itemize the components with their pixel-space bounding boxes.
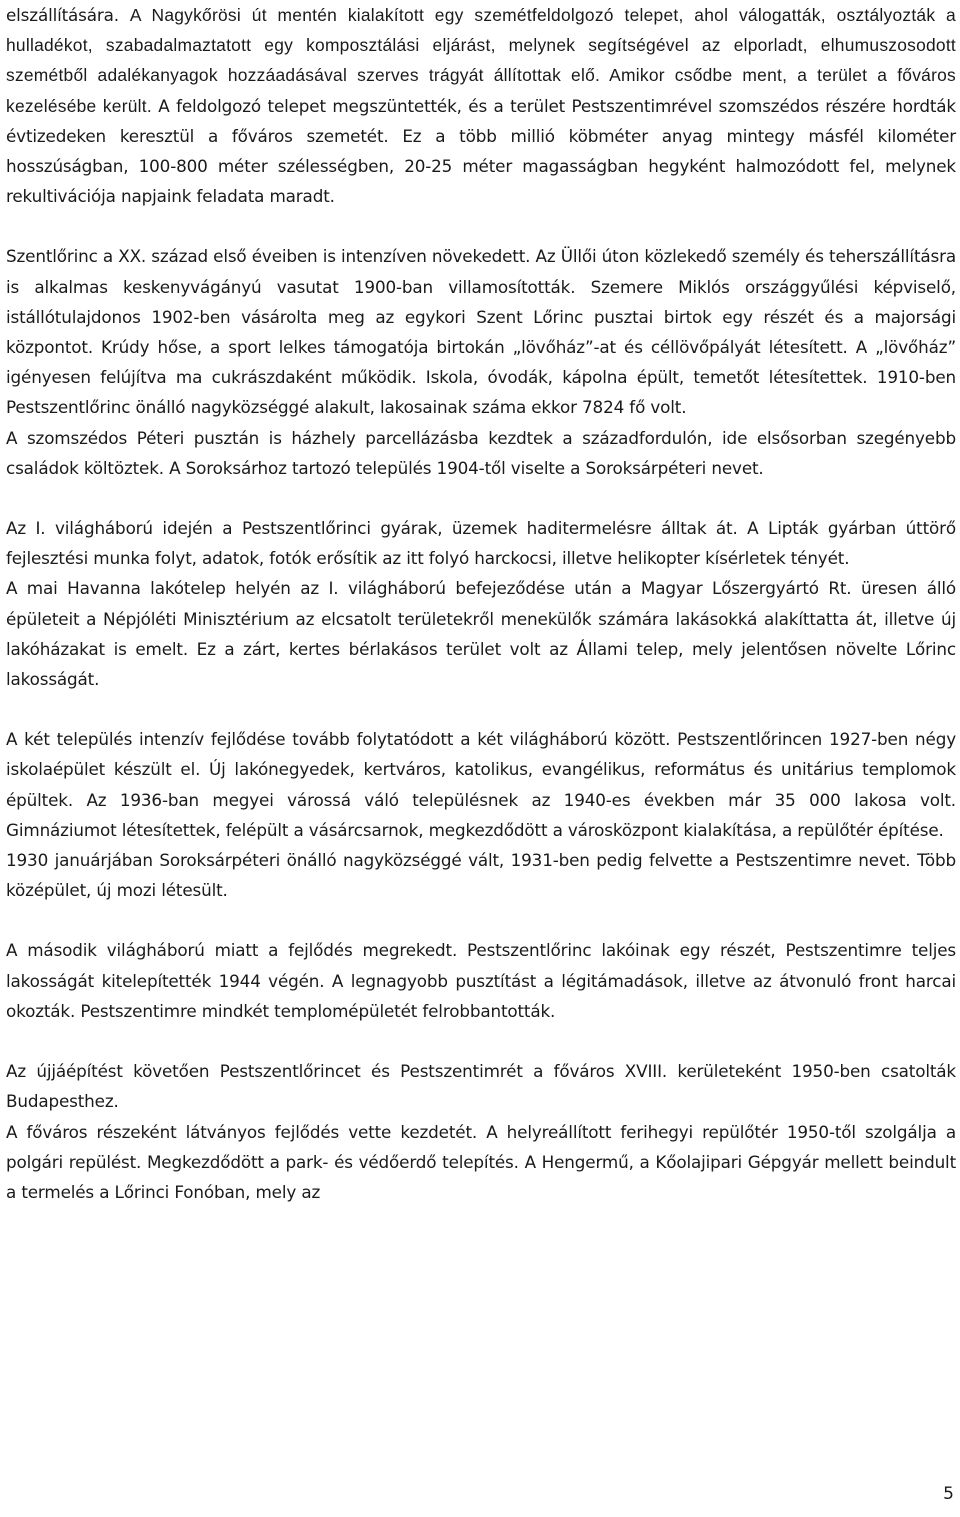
paragraph-ww2: [6, 935, 956, 1026]
text-segment: A két település intenzív fejlődése tovább folytatódott a két világháború között. Pestszentlőrincen 1927-ben négy iskolaépület készült el. Új lakónegyedek, kertváros, katolikus, evangélikus, református és unitárius templomok épültek. Az 1936-ban megyei várossá váló településnek az 1940-es években már 35 000 lakosa volt. Gimnáziumot létesítettek, felépült a vásárcsarnok, megkezdődött a városközpont kialakítása, a repülőtér építése.: [6, 729, 956, 840]
text-segment: A főváros részeként látványos fejlődés vette kezdetét. A helyreállított ferihegyi repülőtér 1950-től szolgálja a polgári repülést. Megkezdődött a park- és védőerdő telepítés. A Hengermű, a Kőolajipari Gépgyár mellett beindult a termelés a Lőrinci Fonóban, mely az: [6, 1121, 956, 1202]
text-segment: A második világháború miatt a fejlődés megrekedt. Pestszentlőrinc lakóinak egy részét, Pestszentimre teljes lakosságát kitelepítették 1944 végén. A legnagyobb pusztítást a légitámadások, illetve az átvonuló front harcai okozták. Pestszentimre mindkét templomépületét felrobbantották.: [6, 940, 956, 1021]
paragraph-spacer: [6, 694, 956, 724]
paragraph-spacer: [6, 1026, 956, 1056]
text-segment: Az I. világháború idején a Pestszentlőrinci gyárak, üzemek haditermelésre álltak át. A Lipták gyárban úttörő fejlesztési munka folyt, adatok, fotók erősítik az itt folyó harckocsi, illetve helikopter kísérletek tényét.: [6, 518, 956, 569]
document-page: [6, 0, 956, 1207]
paragraph-havanna-estate: [6, 573, 956, 694]
paragraph-spacer: [6, 211, 956, 241]
text-segment: elszállítására.: [6, 5, 130, 25]
paragraph-ww1-factories: [6, 513, 956, 573]
paragraph-spacer: [6, 905, 956, 935]
text-segment: 1930 januárjában Soroksárpéteri önálló nagyközséggé vált, 1931-ben pedig felvette a Pestszentimre nevet. Több középület, új mozi létesült.: [6, 850, 956, 901]
text-segment: A feldolgozó telepet megszüntették, és a terület Pestszentimrével szomszédos részére hordták évtizedeken keresztül a főváros szemetét. Ez a több millió köbméter anyag mintegy másfél kilométer hosszúságban, 100-800 méter szélességben, 20-25 méter magasságban hegyként halmozódott fel, melynek rekultivációja napjaink feladata maradt.: [6, 95, 956, 207]
text-segment: A mai Havanna lakótelep helyén az I. világháború befejeződése után a Magyar Lőszergyártó Rt. üresen álló épületeit a Népjóléti Minisztérium az elcsatolt területekről menekülők számára lakásokká alakíttatta át, illetve új lakóházakat is emelt. Ez a zárt, kertes bérlakásos terület volt az Állami telep, mely jelentősen növelte Lőrinc lakosságát.: [6, 578, 956, 690]
paragraph-szentlorinc-growth: [6, 241, 956, 422]
paragraph-reconstruction-1950: [6, 1056, 956, 1116]
text-segment: A szomszédos Péteri pusztán is házhely parcellázásba kezdtek a századfordulón, ide elsősorban szegényebb családok költöztek. A Soroksárhoz tartozó település 1904-től viselte a Soroksárpéteri nevet.: [6, 427, 956, 478]
text-segment: Szentlőrinc a XX. század első éveiben is intenzíven növekedett. Az Üllői úton közlekedő személy és teherszállításra is alkalmas keskenyvágányú vasutat 1900-ban villamosították. Szemere Miklós országgyűlési képviselő, istállótulajdonos 1902-ben vásárolta meg az egykori Szent Lőrinc pusztai birtok egy részét és a majorsági központot. Krúdy hőse, a sport lelkes támogatója birtokán „lövőház”-at és céllövőpályát létesített. A „lövőház” igényesen felújítva ma cukrászdaként működik. Iskola, óvodák, kápolna épült, temetőt létesítettek. 1910-ben Pestszentlőrinc önálló nagyközséggé alakult, lakosainak száma ekkor 7824 fő volt.: [6, 246, 956, 418]
text-segment: Az újjáépítést követően Pestszentlőrincet és Pestszentimrét a főváros XVIII. kerületeként 1950-ben csatolták Budapesthez.: [6, 1061, 956, 1112]
text-segment: A Nagykőrösi út mentén kialakított egy szemétfeldolgozó telepet, ahol válogatták, osztályozták a hulladékot, szabadalmaztatott egy komposztálási eljárást, melynek segítségével az elporladt, elhumuszosodott szemétből adalékanyagok hozzáadásával szerves trágyát állítottak elő. Amikor csődbe ment, a terület a főváros kezelésébe került.: [6, 5, 956, 116]
document-body: [6, 0, 956, 1207]
paragraph-garbage-processing: [6, 0, 956, 211]
paragraph-peteri-puszta: [6, 423, 956, 483]
paragraph-spacer: [6, 483, 956, 513]
paragraph-soroksarpeteri-1930: [6, 845, 956, 905]
page-number: 5: [943, 1484, 954, 1504]
paragraph-interwar-development: [6, 724, 956, 845]
paragraph-capital-development: [6, 1117, 956, 1208]
